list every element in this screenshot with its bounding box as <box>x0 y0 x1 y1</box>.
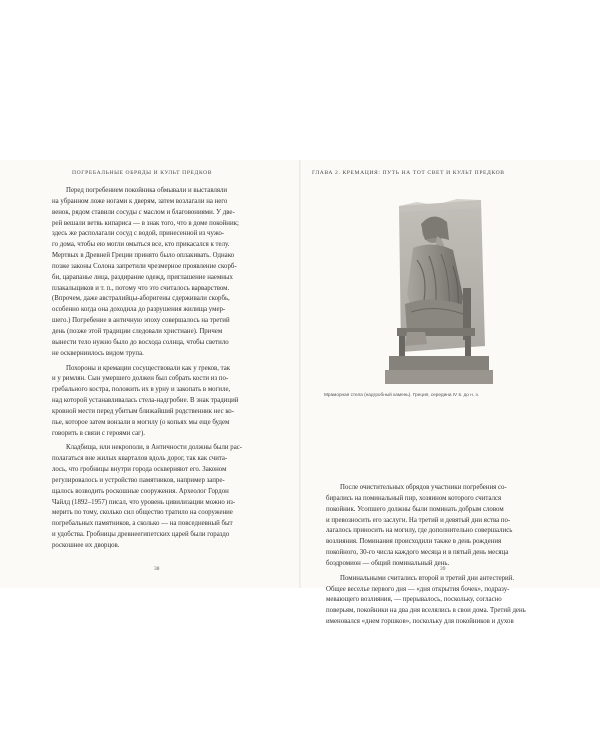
text-line: Перед погребением покойника обмывали и выставляли <box>66 187 228 194</box>
book-gutter <box>299 160 301 588</box>
text-line: именовался «днем горшков», поскольку для покойников и духов <box>326 618 514 626</box>
text-line: на убранном ложе ногами к дверям, затем возлагали на него <box>52 197 228 205</box>
text-line: Похороны и кремации сосуществовали как у греков, так <box>66 364 231 372</box>
text-line: щалось возводить роскошные сооружения. Археолог Гордон <box>52 487 229 495</box>
running-head-right: ГЛАВА 2. КРЕМАЦИЯ: ПУТЬ НА ТОТ СВЕТ И КУЛЬТ ПРЕДКОВ <box>312 170 505 176</box>
text-line: лагалось приносить на могилу, где дополнительно совершались <box>326 527 513 535</box>
text-line: над которой устанавливалась стела-надгробие. В знак традиций <box>52 397 239 405</box>
text-line: плакальщиков и т. п., потому что это считалось варварством. <box>52 284 230 292</box>
text-line: кровной мести перед убитым ближайший родственник нес ко- <box>52 407 234 415</box>
text-line: би, царапанье лица, раздирание одежд, приглашение наемных <box>52 273 233 281</box>
text-line: лось, что гробницы внутри города оскверняют его. Законом <box>52 466 227 474</box>
paragraph <box>326 483 532 570</box>
text-line: поверьям, покойники на два дня вселялись в свои дома. Третий день <box>326 607 526 615</box>
text-line: мерить по тому, сколько сил общество тратило на сооружение <box>52 509 233 517</box>
text-line: венок, рядом ставили сосуды с маслом и благовониями. У две- <box>52 208 235 216</box>
text-line: покойник. Усопшего должны были поминать добрым словом <box>326 505 504 513</box>
text-line: Мертвых в Древней Греции принято было оплакивать. Однако <box>52 252 235 260</box>
paragraph <box>326 574 532 628</box>
page-number-left: 38 <box>154 566 160 572</box>
paragraph <box>52 364 257 440</box>
text-line: говорить в связи с героями саг). <box>52 429 145 437</box>
grave-stele-illustration <box>377 196 497 389</box>
right-page-body <box>326 483 532 628</box>
figure-caption: Мраморная стела (надгробный камень). Греция, середина IV в. до н. э. <box>324 392 480 397</box>
text-line: покойного, 30-го числа каждого месяца и в пятый день месяца <box>326 549 509 557</box>
text-line: не оскверниилось видом трупа. <box>52 349 144 357</box>
text-line: и удобства. Гробницы древнеегипетских царей были гораздо <box>52 531 230 539</box>
text-line: боэдромион — общий поминальный день. <box>326 559 450 567</box>
marble-stele-image <box>377 196 497 389</box>
running-head-left: ПОГРЕБАЛЬНЫЕ ОБРЯДЫ И КУЛЬТ ПРЕДКОВ <box>72 170 213 176</box>
paragraph <box>52 443 257 551</box>
text-line: погребальных памятников, а сколько — на повседневный быт <box>52 520 233 528</box>
text-line: Общее веселье первого дня — «дня открытия бочек», подразу- <box>326 585 510 593</box>
text-line: день (позже этой традиции следовали христиане). Причем <box>52 327 223 335</box>
left-page-body <box>52 186 257 552</box>
text-line: здесь же располагали сосуд с водой, принесенной из чужо- <box>52 230 225 238</box>
text-line: гребального костра, положить их в урну и закопать в могиле, <box>52 386 231 394</box>
text-line: мевающего возлияния, — прерывалось, поскольку, согласно <box>326 596 502 604</box>
paragraph <box>52 186 257 360</box>
text-line: бирались на поминальный пир, хозяином которого считался <box>326 494 502 502</box>
text-line: позже законы Солона запретили чрезмерное проявление скорб- <box>52 262 237 270</box>
text-line: рей вешали ветвь кипариса — в знак того, что в доме покойник; <box>52 219 239 227</box>
text-line: и превозносить его заслуги. На третий и девятый дни яства по- <box>326 516 511 524</box>
text-line: роскошнее их дворцов. <box>52 542 120 549</box>
text-line: го дома, чтобы ею могли омыться все, кто прикасался к телу. <box>52 241 230 249</box>
text-line: шего.) Погребение в античную эпоху совершалось на третий <box>52 317 230 325</box>
page-number-right: 39 <box>440 566 446 572</box>
text-line: вынести тело нужно было до восхода солнца, чтобы светило <box>52 338 229 346</box>
text-line: (Впрочем, даже австралийцы-аборигены сдерживали скорбь, <box>52 295 230 303</box>
text-line: полагаться вне жилых кварталов вдоль дорог, так как счита- <box>52 455 228 463</box>
text-line: особенно когда она доходила до разрушения жилища умер- <box>52 306 226 314</box>
text-line: и у римлян. Сын умершего должен был собрать кости из по- <box>52 375 229 383</box>
text-line: Поминальными считались второй и третий дни антестерий. <box>340 574 515 582</box>
text-line: Чайлд (1892–1957) писал, что уровень цивилизации можно из- <box>52 498 236 506</box>
text-line: регулировалось и устройство памятников, например запре- <box>52 476 225 484</box>
text-line: возлияния. Поминания происходили также в день рождения <box>326 538 502 546</box>
text-line: После очистительных обрядов участники погребения со- <box>340 484 507 491</box>
text-line: пье, которое затем вонзали в могилу (о копьях мы еще будем <box>52 418 230 426</box>
text-line: Кладбища, или некрополи, в Античности должны были рас- <box>66 444 243 452</box>
